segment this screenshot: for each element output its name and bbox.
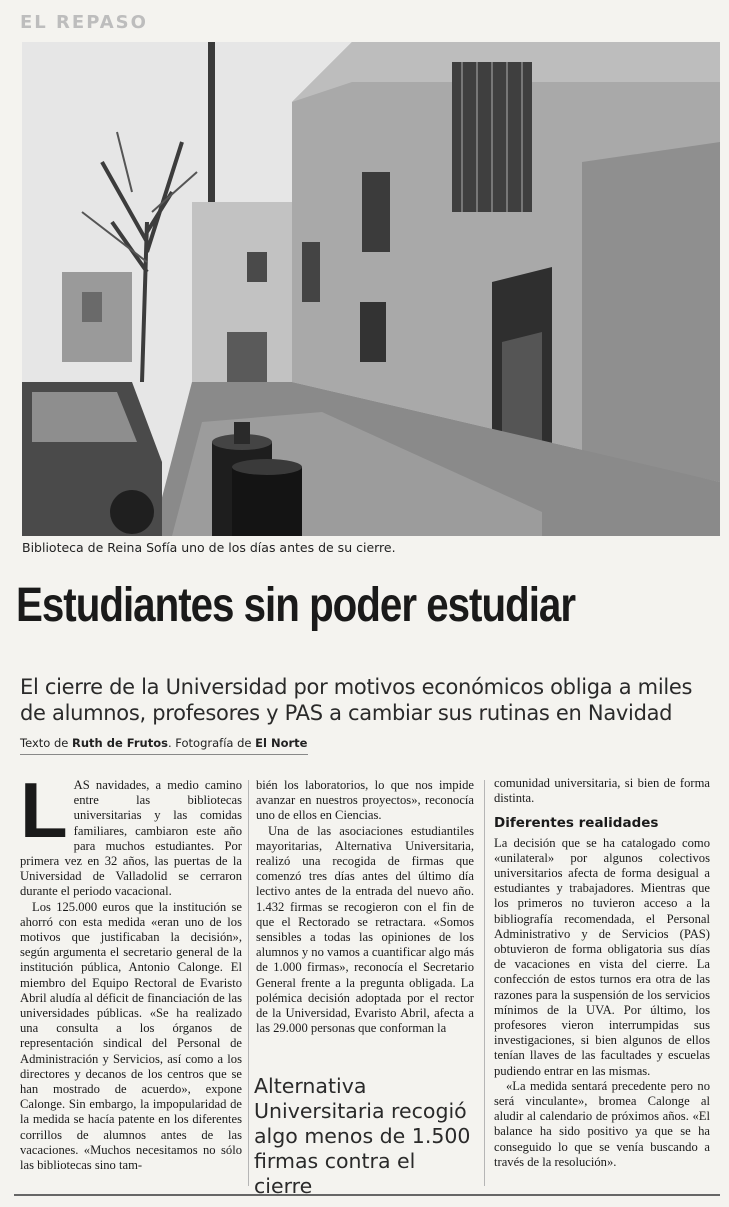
article-column-1 [20,766,242,1173]
section-tag: EL REPASO [20,12,148,33]
photo-caption: Biblioteca de Reina Sofía uno de los días antes de su cierre. [22,540,396,555]
paragraph: comunidad universitaria, si bien de forma distinta. [494,776,710,806]
byline-divider [20,754,308,755]
byline-text-prefix: Texto de [20,736,72,750]
paragraph: Los 125.000 euros que la institución se ahorró con esta medida «eran uno de los motivos que justificaban la decisión», según argumenta el secretario general de la institución pública, Antonio Calonge. El miembro del Equipo Rectoral de Evaristo Abril aludía al déficit de financiación de las universidades públicas. «Se ha realizado una consulta a los órganos de representación sindical del Personal de Administración y Servicios, así como a los directores y decanos de los centros que se han mostrado de acuerdo», expone Calonge. Sin embargo, la impopularidad de la medida se hacía patente en los diferentes corrillos de alumnos antes de las vacaciones. «Muchos necesitamos no sólo las bibliotecas sino tam- [20,899,242,1173]
pull-quote: Alternativa Universitaria recogió algo menos de 1.500 firmas contra el cierre [254,1074,471,1198]
byline-author: Ruth de Frutos [71,736,168,750]
article-photo [22,42,720,536]
paragraph: Una de las asociaciones estudiantiles mayoritarias, Alternativa Universitaria, realizó una recogida de firmas que comenzó tres días antes del último día lectivo antes de la entrada del nuevo año. 1.432 firmas se recogieron con el fin de que el Rectorado se retractara. «Somos sensibles a todas las opiniones de los alumnos y no vamos a cuantificar algo más de 1.000 firmas», reconocía el Secretario General frente a la pregunta obligada. La polémica decisión adoptada por el rector de la Universidad, Evaristo Abril, afecta a las 29.000 personas que conforman la [256,823,474,1036]
byline-photo-prefix: . Fotografía de [167,736,256,750]
paragraph: AS navidades, a medio camino entre las bibliotecas universitarias y las comidas familiares, cambiaron este año para muchos estudiantes. Por primera vez en 32 años, las puertas de la Universidad de Valladolid se cerraron durante el periodo vacacional. [20,778,242,899]
column-divider [484,780,485,1186]
article-column-2 [256,778,474,1036]
byline-photo-source: El Norte [255,736,308,750]
column-divider [248,780,249,1186]
section-subtitle: Diferentes realidades [494,815,659,832]
article-column-3 [494,776,710,1170]
paragraph: La decisión que se ha catalogado como «unilateral» por algunos colectivos universitarios afecta de forma desigual a estudiantes y trabajadores. Mientras que los primeros no tuvieron acceso a la bibliografía recomendada, el Personal Administrativo y de Servicios (PAS) obtuvieron de forma obligatoria sus días de vacaciones en vista del cierre. La confección de estos turnos era otra de las razones para la suspensión de los servicios mínimos de la UVA. Por último, los profesores vieron interrumpidas sus investigaciones, si bien algunos de ellos tenían llaves de las facultades y escuelas pudiendo entrar en las mismas. [494,835,710,1078]
subheadline: El cierre de la Universidad por motivos económicos obliga a miles de alumnos, profesores y PAS a cambiar sus rutinas en Navidad [20,675,693,725]
paragraph: «La medida sentará precedente pero no será vinculante», bromea Calonge al aludir al calendario de próximos años. «El balance ha sido positivo ya que se ha conseguido lo que se venía buscando a través de la resolución». [494,1078,710,1169]
byline [20,736,307,750]
headline: Estudiantes sin poder estudiar [16,579,576,632]
page-bottom-rule [14,1194,720,1196]
drop-cap: L [20,766,68,854]
paragraph: bién los laboratorios, lo que nos impide avanzar en nuestros proyectos», reconocía uno de ellos en Ciencias. [256,778,474,823]
